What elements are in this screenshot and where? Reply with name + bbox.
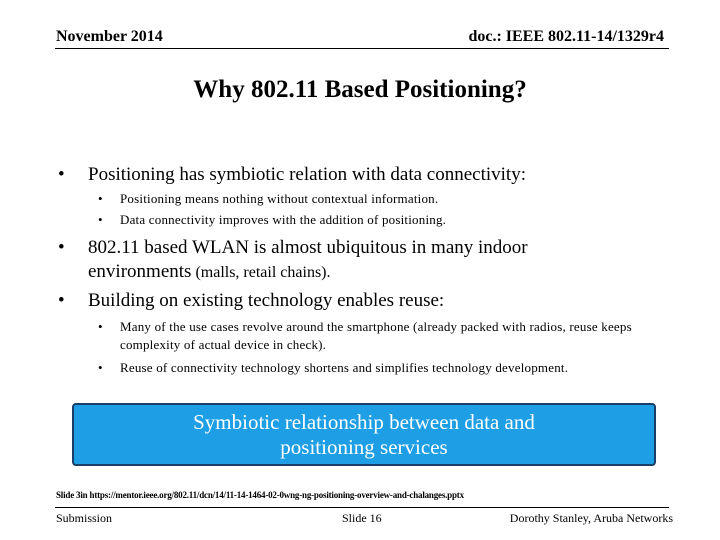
sub-bullet-item bbox=[98, 211, 658, 229]
sub-bullet-icon: • bbox=[98, 191, 103, 206]
bullet-text bbox=[88, 236, 598, 285]
bullet-icon: • bbox=[58, 164, 65, 185]
bullet-icon: • bbox=[58, 290, 65, 311]
sub-bullet-text: Many of the use cases revolve around the smartphone (already packed with radios, reuse keeps complexity of actual device in check). bbox=[120, 319, 632, 352]
source-note: Slide 3in https://mentor.ieee.org/802.11/dcn/14/11-14-1464-02-0wng-ng-positioning-overview-and-chalanges.pptx bbox=[56, 490, 464, 500]
footer-submission: Submission bbox=[56, 511, 113, 525]
bullet-item bbox=[58, 289, 678, 313]
sub-bullet-text: Positioning means nothing without contextual information. bbox=[120, 191, 439, 206]
footer-slide-number: Slide 16 bbox=[342, 511, 382, 525]
callout-line-1: Symbiotic relationship between data and bbox=[193, 409, 535, 434]
footer-author: Dorothy Stanley, Aruba Networks bbox=[509, 511, 673, 525]
sub-bullet-icon: • bbox=[98, 360, 103, 375]
bullet-text: Building on existing technology enables reuse: bbox=[88, 290, 445, 311]
bullet-item bbox=[58, 163, 678, 187]
sub-bullet-text: Data connectivity improves with the addition of positioning. bbox=[120, 212, 447, 227]
sub-bullet-item bbox=[98, 318, 664, 354]
callout-box bbox=[72, 403, 656, 466]
callout-line-2: positioning services bbox=[280, 434, 448, 459]
sub-bullet-item bbox=[98, 359, 664, 377]
bullet-text-main: 802.11 based WLAN is almost ubiquitous in many indoor environments bbox=[88, 237, 528, 282]
bullet-item bbox=[58, 236, 598, 285]
sub-bullet-icon: • bbox=[98, 212, 103, 227]
footer-divider bbox=[55, 507, 669, 508]
sub-bullet-item bbox=[98, 190, 658, 208]
header-date: November 2014 bbox=[56, 28, 163, 45]
slide-title: Why 802.11 Based Positioning? bbox=[193, 76, 527, 103]
sub-bullet-text: Reuse of connectivity technology shortens and simplifies technology development. bbox=[120, 360, 569, 375]
bullet-text: Positioning has symbiotic relation with data connectivity: bbox=[88, 164, 526, 185]
header-divider bbox=[55, 48, 669, 49]
bullet-text-small: (malls, retail chains). bbox=[191, 264, 331, 281]
sub-bullet-icon: • bbox=[98, 319, 103, 334]
header-doc-id: doc.: IEEE 802.11-14/1329r4 bbox=[468, 28, 664, 45]
bullet-icon: • bbox=[58, 237, 65, 258]
